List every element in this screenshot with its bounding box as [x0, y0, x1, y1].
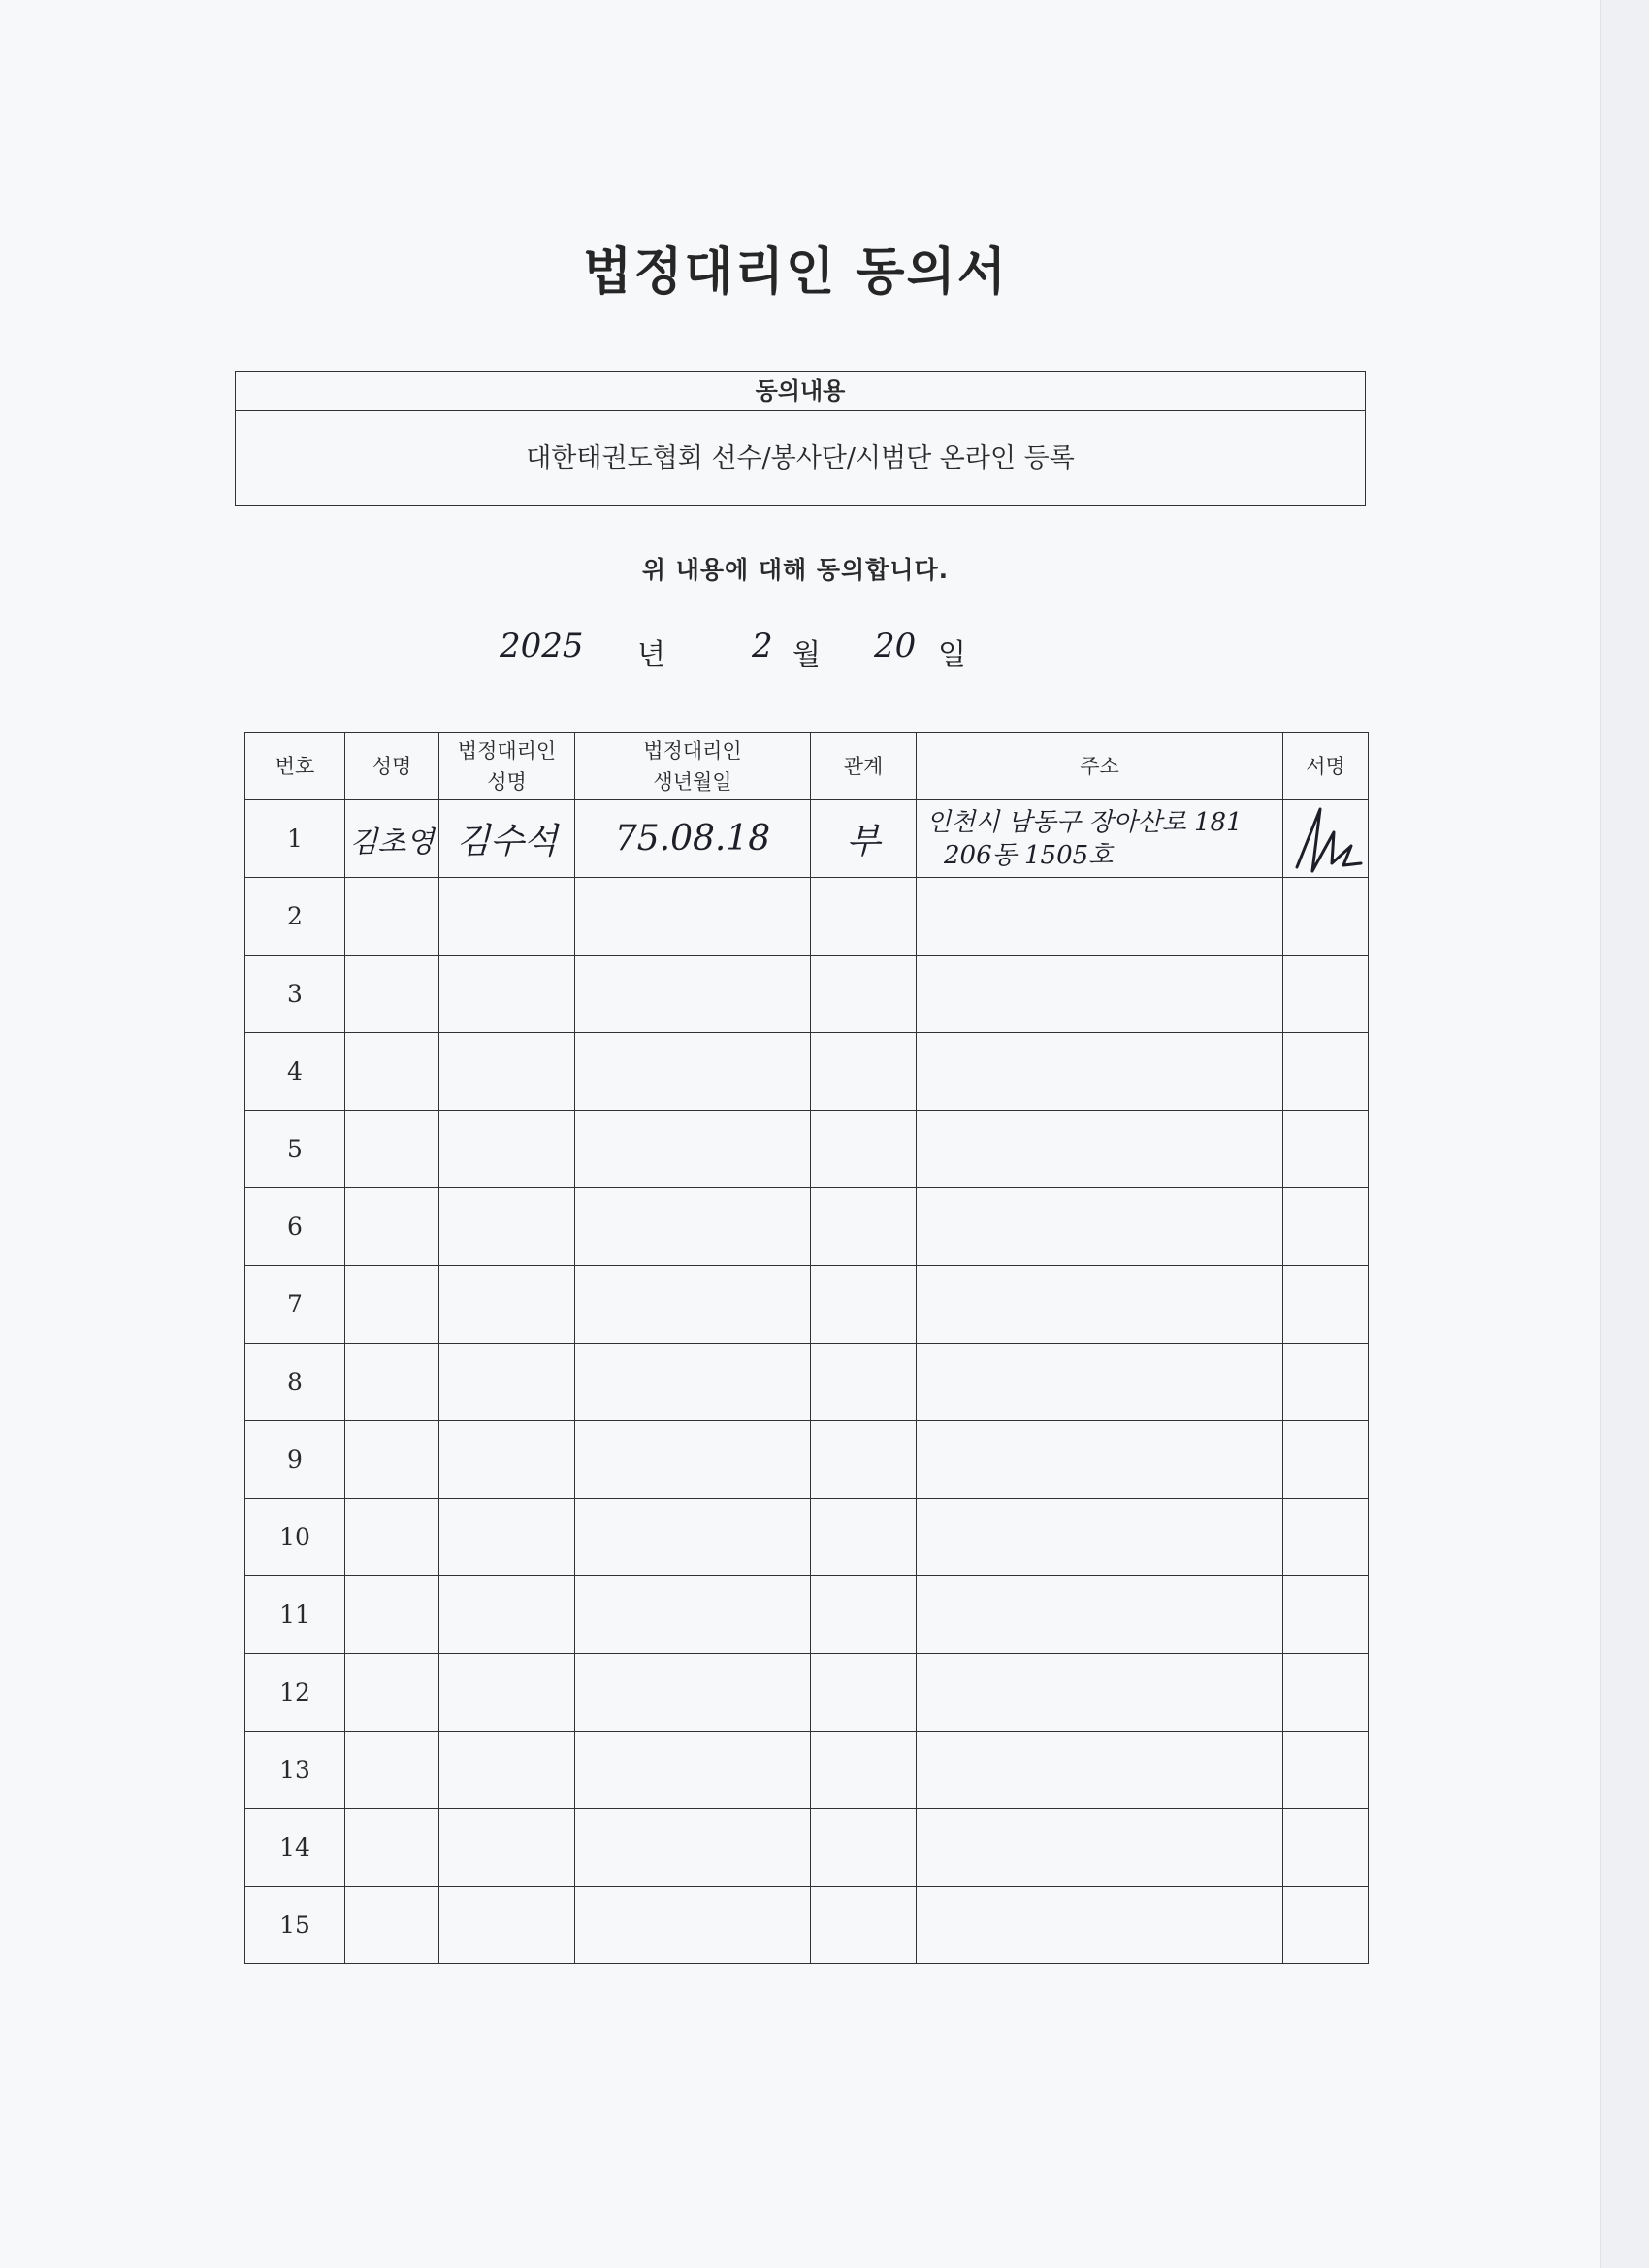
cell-guardian-birth [575, 1887, 811, 1964]
cell-signature [1283, 1499, 1369, 1576]
cell-signature [1283, 1421, 1369, 1499]
consent-content: 대한태권도협회 선수/봉사단/시범단 온라인 등록 [526, 443, 1075, 473]
header-signature: 서명 [1283, 733, 1369, 800]
table-row [245, 1188, 1369, 1266]
cell-guardian-name: 김수석 [439, 800, 575, 878]
cell-guardian-birth [575, 1266, 811, 1344]
cell-address [917, 1266, 1283, 1344]
cell-address-line1: 인천시 남동구 장아산로 181 [926, 807, 1243, 837]
document-title: 법정대리인 동의서 [583, 243, 1008, 302]
roster-table [244, 732, 1369, 1964]
cell-guardian-name [439, 1421, 575, 1499]
cell-address [917, 1421, 1283, 1499]
table-row [245, 800, 1369, 878]
cell-relation [811, 1576, 917, 1654]
cell-guardian-birth [575, 1344, 811, 1421]
cell-signature [1283, 1033, 1369, 1111]
cell-no: 5 [245, 1111, 345, 1188]
table-row [245, 1033, 1369, 1111]
cell-guardian-birth: 75.08.18 [575, 800, 811, 878]
signature-mark [1287, 803, 1365, 875]
cell-name [345, 1887, 439, 1964]
cell-relation [811, 1188, 917, 1266]
header-guardian-name-line1: 법정대리인 [457, 739, 557, 762]
cell-no: 7 [245, 1266, 345, 1344]
date-month-label: 월 [792, 638, 821, 672]
cell-relation [811, 1033, 917, 1111]
cell-relation [811, 1266, 917, 1344]
table-row [245, 1809, 1369, 1887]
cell-relation [811, 1499, 917, 1576]
cell-relation [811, 1654, 917, 1732]
cell-guardian-birth [575, 1499, 811, 1576]
date-year-label: 년 [637, 638, 665, 672]
cell-address [917, 878, 1283, 956]
header-guardian-birth-line2: 생년월일 [653, 770, 732, 794]
cell-address [917, 956, 1283, 1033]
cell-guardian-birth [575, 956, 811, 1033]
table-row [245, 1421, 1369, 1499]
cell-name [345, 1344, 439, 1421]
cell-name [345, 1732, 439, 1809]
cell-guardian-name [439, 1499, 575, 1576]
cell-name [345, 1576, 439, 1654]
cell-address-line2: 206동 1505호 [944, 840, 1114, 870]
table-header-row [245, 733, 1369, 800]
cell-guardian-birth [575, 1033, 811, 1111]
header-guardian-name [439, 733, 575, 800]
cell-relation [811, 1344, 917, 1421]
cell-no: 4 [245, 1033, 345, 1111]
cell-relation [811, 1111, 917, 1188]
cell-relation: 부 [811, 800, 917, 878]
cell-signature [1283, 1654, 1369, 1732]
cell-name [345, 1421, 439, 1499]
cell-guardian-birth [575, 1111, 811, 1188]
cell-no: 6 [245, 1188, 345, 1266]
cell-name [345, 1266, 439, 1344]
header-guardian-birth-line1: 법정대리인 [643, 739, 742, 762]
cell-relation [811, 878, 917, 956]
consent-box [235, 371, 1366, 506]
cell-relation [811, 1421, 917, 1499]
cell-address [917, 800, 1283, 878]
cell-relation [811, 1732, 917, 1809]
cell-signature [1283, 1266, 1369, 1344]
cell-signature [1283, 878, 1369, 956]
date-day-label: 일 [938, 638, 966, 672]
cell-address [917, 1188, 1283, 1266]
cell-name [345, 1499, 439, 1576]
cell-signature [1283, 800, 1369, 878]
cell-guardian-birth [575, 1809, 811, 1887]
cell-no: 1 [245, 800, 345, 878]
cell-guardian-birth [575, 1732, 811, 1809]
date-day: 20 [874, 627, 917, 665]
cell-guardian-name [439, 1188, 575, 1266]
cell-no: 9 [245, 1421, 345, 1499]
cell-name [345, 1111, 439, 1188]
page-edge [1600, 0, 1649, 2268]
table-row [245, 878, 1369, 956]
cell-signature [1283, 1188, 1369, 1266]
cell-relation [811, 1809, 917, 1887]
table-row [245, 956, 1369, 1033]
cell-no: 12 [245, 1654, 345, 1732]
cell-signature [1283, 1809, 1369, 1887]
cell-name [345, 1654, 439, 1732]
cell-name [345, 956, 439, 1033]
cell-signature [1283, 1111, 1369, 1188]
header-address: 주소 [917, 733, 1283, 800]
date-year: 2025 [500, 627, 584, 665]
cell-guardian-birth [575, 878, 811, 956]
cell-guardian-birth [575, 1654, 811, 1732]
cell-name: 김초영 [345, 800, 439, 878]
cell-address [917, 1576, 1283, 1654]
cell-guardian-name [439, 1576, 575, 1654]
cell-address [917, 1732, 1283, 1809]
cell-guardian-birth [575, 1188, 811, 1266]
cell-guardian-birth [575, 1421, 811, 1499]
cell-address [917, 1111, 1283, 1188]
cell-address [917, 1809, 1283, 1887]
cell-no: 10 [245, 1499, 345, 1576]
cell-no: 14 [245, 1809, 345, 1887]
cell-no: 2 [245, 878, 345, 956]
cell-relation [811, 956, 917, 1033]
cell-name [345, 878, 439, 956]
cell-signature [1283, 956, 1369, 1033]
table-row [245, 1887, 1369, 1964]
cell-guardian-name [439, 1266, 575, 1344]
header-no: 번호 [245, 733, 345, 800]
cell-guardian-name [439, 1887, 575, 1964]
cell-guardian-name [439, 878, 575, 956]
cell-name [345, 1809, 439, 1887]
cell-name [345, 1188, 439, 1266]
date-month: 2 [752, 627, 773, 665]
cell-guardian-name [439, 1809, 575, 1887]
table-row [245, 1732, 1369, 1809]
cell-guardian-name [439, 1654, 575, 1732]
cell-no: 11 [245, 1576, 345, 1654]
header-name: 성명 [345, 733, 439, 800]
cell-address [917, 1033, 1283, 1111]
cell-no: 15 [245, 1887, 345, 1964]
cell-signature [1283, 1344, 1369, 1421]
cell-relation [811, 1887, 917, 1964]
consent-header: 동의내용 [236, 372, 1365, 411]
cell-no: 13 [245, 1732, 345, 1809]
header-relation: 관계 [811, 733, 917, 800]
cell-guardian-name [439, 956, 575, 1033]
cell-guardian-name [439, 1344, 575, 1421]
cell-guardian-name [439, 1732, 575, 1809]
cell-name [345, 1033, 439, 1111]
table-row [245, 1499, 1369, 1576]
table-row [245, 1654, 1369, 1732]
table-row [245, 1344, 1369, 1421]
cell-guardian-name [439, 1033, 575, 1111]
table-row [245, 1111, 1369, 1188]
table-row [245, 1576, 1369, 1654]
cell-signature [1283, 1576, 1369, 1654]
table-row [245, 1266, 1369, 1344]
cell-signature [1283, 1732, 1369, 1809]
cell-address [917, 1499, 1283, 1576]
agreement-statement: 위 내용에 대해 동의합니다. [641, 556, 950, 584]
cell-guardian-name [439, 1111, 575, 1188]
cell-address [917, 1654, 1283, 1732]
cell-no: 8 [245, 1344, 345, 1421]
cell-address [917, 1344, 1283, 1421]
header-guardian-birth [575, 733, 811, 800]
cell-signature [1283, 1887, 1369, 1964]
cell-no: 3 [245, 956, 345, 1033]
cell-guardian-birth [575, 1576, 811, 1654]
cell-address [917, 1887, 1283, 1964]
header-guardian-name-line2: 성명 [487, 770, 527, 794]
